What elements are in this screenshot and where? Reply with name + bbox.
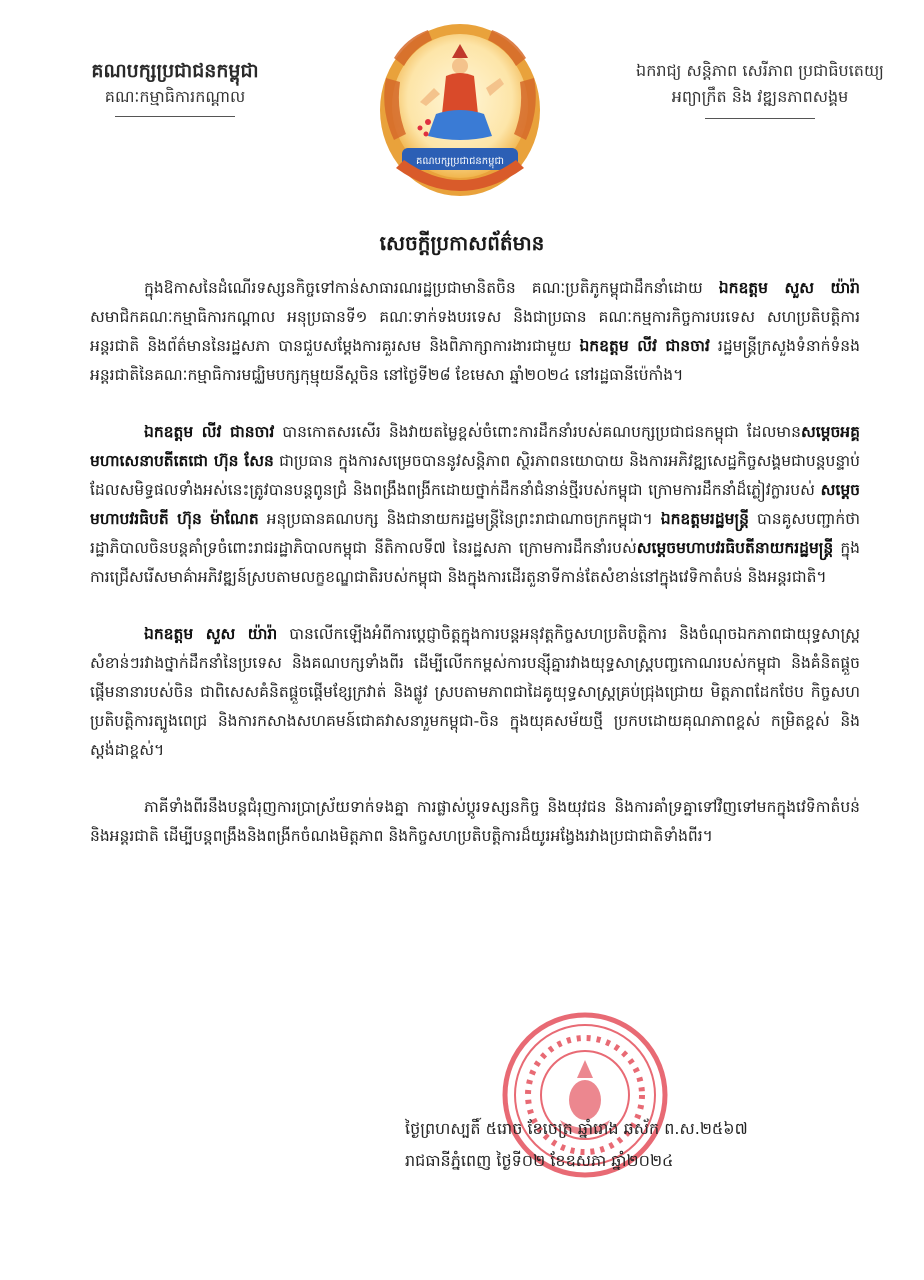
document-title: សេចក្តីប្រកាសព័ត៌មាន bbox=[379, 231, 545, 255]
lunar-date: ថ្ងៃព្រហស្បតិ៍ ៥រោច ខែចេត្រ ឆ្នាំរោង ឆស័ក ព.ស.២៥៦៧ bbox=[405, 1119, 748, 1138]
bold-name: សម្តេចមហាបវរធិបតីនាយករដ្ឋមន្ត្រី bbox=[636, 539, 834, 557]
committee-name: គណៈកម្មាធិការកណ្ដាល bbox=[104, 87, 246, 106]
party-header bbox=[70, 58, 280, 117]
text-run: ក្នុងការជ្រើសរើសមាគ៌ាអភិវឌ្ឍន៍ស្របតាមលក្ខខណ្ឌជាតិរបស់កម្ពុជា និងក្នុងការដើរតួនាទីកាន់តែសំខាន់នៅក្នុងវេទិកាតំបន់ និងអន្តរជាតិ។ bbox=[90, 539, 860, 586]
text-run: រដ្ឋមន្ត្រីក្រសួងទំនាក់ទំនងអន្តរជាតិនៃគណៈកម្មាធិការមជ្ឈិមបក្សកុម្មុយនីស្តចិន នៅថ្ងៃទី២៨ ខែមេសា ឆ្នាំ២០២៤ នៅរដ្ឋធានីប៉េកាំង។ bbox=[90, 337, 860, 384]
motto-line-1: ឯករាជ្យ សន្តិភាព សេរីភាព ប្រជាធិបតេយ្យ bbox=[636, 61, 884, 80]
text-run: ក្នុងឱកាសនៃដំណើរទស្សនកិច្ចទៅកាន់សាធារណរដ្ឋប្រជាមានិតចិន គណៈប្រតិភូកម្ពុជាដឹកនាំដោយ bbox=[144, 279, 719, 297]
bold-name: ឯកឧត្តម លីវ ជានចាវ bbox=[144, 423, 275, 441]
paragraph bbox=[90, 793, 860, 851]
paragraph bbox=[90, 274, 860, 390]
motto-line-2: អព្យាក្រឹត និង វឌ្ឍនភាពសង្គម bbox=[671, 87, 849, 106]
national-motto bbox=[620, 58, 900, 119]
text-run: អនុប្រធានគណបក្ស និងជានាយករដ្ឋមន្ត្រីនៃព្រះរាជាណាចក្រកម្ពុជា។ bbox=[258, 510, 661, 528]
party-name: គណបក្សប្រជាជនកម្ពុជា bbox=[91, 60, 259, 82]
text-run: សមាជិកគណៈកម្មាធិការកណ្តាល អនុប្រធានទី១ គណៈទាក់ទងបរទេស និងជាប្រធាន គណៈកម្មការកិច្ចការបរទេស សហប្រតិបត្តិការអន្តរជាតិ និងព័ត៌មាននៃរដ្ឋសភា បានជួបសម្តែងការគួរសម និងពិភាក្សាការងារជាមួយ bbox=[90, 308, 860, 355]
motto-divider bbox=[705, 118, 815, 119]
bold-name: ឯកឧត្តម សួស យ៉ារ៉ា bbox=[718, 279, 860, 297]
signature-block bbox=[405, 1113, 865, 1177]
bold-name: សម្តេចមហាបវរធិបតី ហ៊ុន ម៉ាណែត bbox=[90, 481, 860, 528]
place-and-date: រាជធានីភ្នំពេញ ថ្ងៃទី០២ ខែឧសភា ឆ្នាំ២០២៤ bbox=[405, 1151, 674, 1170]
bold-name: ឯកឧត្តម លីវ ជានចាវ bbox=[579, 337, 710, 355]
text-run: បានគូសបញ្ជាក់ថា រដ្ឋាភិបាលចិនបន្តគាំទ្រចំពោះរាជរដ្ឋាភិបាលកម្ពុជា នីតិកាលទី៧ នៃរដ្ឋសភា ក្រោមការដឹកនាំរបស់ bbox=[90, 510, 860, 557]
bold-name: សម្តេចអគ្គមហាសេនាបតីតេជោ ហ៊ុន សែន bbox=[90, 423, 860, 470]
paragraph bbox=[90, 620, 860, 765]
bold-name: ឯកឧត្តមរដ្ឋមន្ត្រី bbox=[660, 510, 749, 528]
party-logo bbox=[376, 18, 544, 198]
text-run: បានកោតសរសើរ និងវាយតម្លៃខ្ពស់ចំពោះការដឹកនាំរបស់គណបក្សប្រជាជនកម្ពុជា ដែលមាន bbox=[274, 423, 801, 441]
document-body bbox=[90, 274, 860, 879]
logo-caption: គណបក្សប្រជាជនកម្ពុជា bbox=[416, 156, 504, 167]
bold-name: ឯកឧត្តម សួស យ៉ារ៉ា bbox=[144, 625, 278, 643]
text-run: ភាគីទាំងពីរនឹងបន្តជំរុញការប្រាស្រ័យទាក់ទងគ្នា ការផ្លាស់ប្តូរទស្សនកិច្ច និងយុវជន និងការគាំទ្រគ្នាទៅវិញទៅមកក្នុងវេទិកាតំបន់ និងអន្តរជាតិ ដើម្បីបន្តពង្រឹងនិងពង្រីកចំណងមិត្តភាព និងកិច្ចសហប្រតិបត្តិការដ៏យូរអង្វែងរវាងប្រជាជាតិទាំងពីរ។ bbox=[90, 798, 860, 845]
header-divider bbox=[115, 116, 235, 117]
text-run: បានលើកឡើងអំពីការប្តេជ្ញាចិត្តក្នុងការបន្តអនុវត្តកិច្ចសហប្រតិបត្តិការ និងចំណុចឯកភាពជាយុទ្ធសាស្ត្រសំខាន់ៗរវាងថ្នាក់ដឹកនាំនៃប្រទេស និងគណបក្សទាំងពីរ ដើម្បីលើកកម្ពស់ការបន្សុីគ្នារវាងយុទ្ធសាស្ត្របញ្ចកោណរបស់កម្ពុជា និងគំនិតផ្តួចផ្តើមនានារបស់ចិន ជាពិសេសគំនិតផ្តួចផ្តើមខ្សែក្រវាត់ និងផ្លូវ ស្របតាមភាពជាដៃគូយុទ្ធសាស្ត្រគ្រប់ជ្រុងជ្រោយ មិត្តភាពដែកថែប កិច្ចសហប្រតិបត្តិការត្បូងពេជ្រ និងការកសាងសហគមន៍ជោគវាសនារួមកម្ពុជា-ចិន ក្នុងយុគសម័យថ្មី ប្រកបដោយគុណភាពខ្ពស់ កម្រិតខ្ពស់ និងស្តង់ដាខ្ពស់។ bbox=[90, 625, 860, 759]
paragraph bbox=[90, 418, 860, 592]
text-run: ជាប្រធាន ក្នុងការសម្រេចបាននូវសន្តិភាព ស្ថិរភាពនយោបាយ និងការអភិវឌ្ឍសេដ្ឋកិច្ចសង្គមជាបន្តបន្ទាប់ ដែលសមិទ្ធផលទាំងអស់នេះត្រូវបានបន្តពូនជ្រំ និងពង្រឹងពង្រីកដោយថ្នាក់ដឹកនាំជំនាន់ថ្មីរបស់កម្ពុជា ក្រោមការដឹកនាំដ៏ភ្លៀវក្លារបស់ bbox=[90, 452, 860, 499]
